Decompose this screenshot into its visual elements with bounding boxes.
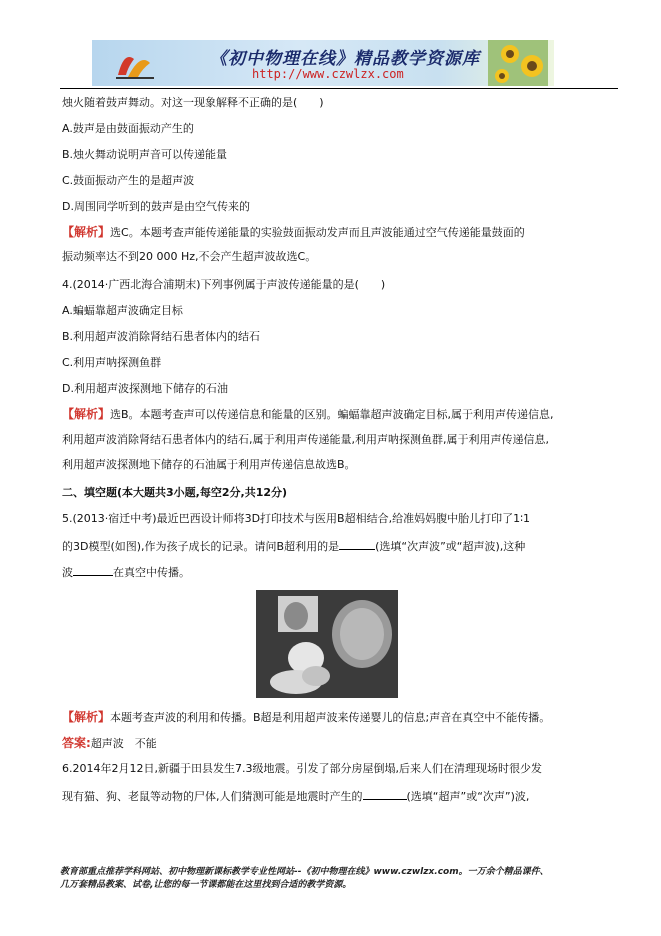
q3-option-c: C.鼓面振动产生的是超声波 <box>62 174 195 187</box>
q3-option-b: B.烛火舞动说明声音可以传递能量 <box>62 148 228 161</box>
q6-line2-b: (选填“超声”或“次声”)波, <box>406 790 530 803</box>
q3-stem: 烛火随着鼓声舞动。对这一现象解释不正确的是( ) <box>62 96 324 109</box>
analysis-label: 【解析】 <box>62 407 111 421</box>
sunflower-icon <box>488 40 548 86</box>
q6-line1: 6.2014年2月12日,新疆于田县发生7.3级地震。引发了部分房屋倒塌,后来人们在清理现场时很少发 <box>62 762 542 775</box>
banner-url: http://www.czwlzx.com <box>252 67 404 81</box>
q4-analysis-line2: 利用超声波消除肾结石患者体内的结石,属于利用声传递能量,利用声呐探测鱼群,属于利用声传递信息, <box>62 433 549 446</box>
q5-blank-2 <box>73 564 113 576</box>
q5-line3 <box>62 564 190 580</box>
q5-line3-a: 波 <box>62 566 73 579</box>
q4-analysis-line3: 利用超声波探测地下储存的石油属于利用声传递信息故选B。 <box>62 458 356 471</box>
answer-label: 答案: <box>62 736 91 750</box>
q5-blank-1 <box>339 538 375 550</box>
q4-option-b: B.利用超声波消除肾结石患者体内的结石 <box>62 330 261 343</box>
page-footer <box>60 866 620 892</box>
q4-option-c: C.利用声呐探测鱼群 <box>62 356 162 369</box>
q4-option-a: A.蝙蝠靠超声波确定目标 <box>62 304 183 317</box>
footer-line2: 几万套精品教案、试卷,让您的每一节课都能在这里找到合适的教学资源。 <box>60 880 352 890</box>
q6-line2-a: 现有猫、狗、老鼠等动物的尸体,人们猜测可能是地震时产生的 <box>62 790 363 803</box>
q3-analysis-line1: 选C。本题考查声能传递能量的实验鼓面振动发声而且声波能通过空气传递能量鼓面的 <box>110 226 525 239</box>
site-logo-icon <box>114 45 156 81</box>
section-heading: 二、填空题(本大题共3小题,每空2分,共12分) <box>62 486 288 499</box>
header-banner <box>92 40 554 86</box>
fetus-3d-model-image <box>256 590 398 698</box>
q4-analysis-line1: 选B。本题考查声可以传递信息和能量的区别。蝙蝠靠超声波确定目标,属于利用声传递信息, <box>110 408 554 421</box>
q3-option-a: A.鼓声是由鼓面振动产生的 <box>62 122 194 135</box>
q5-line2-b: (选填“次声波”或“超声波),这种 <box>375 540 526 553</box>
q3-option-d: D.周围同学听到的鼓声是由空气传来的 <box>62 200 250 213</box>
footer-line1: 教育部重点推荐学科网站、初中物理新课标教学专业性网站--《初中物理在线》www.czwlzx.com。一万余个精品课件、 <box>60 867 549 877</box>
analysis-label: 【解析】 <box>62 710 111 724</box>
q5-line1: 5.(2013·宿迁中考)最近巴西设计师将3D打印技术与医用B超相结合,给准妈妈腹中胎儿打印了1∶1 <box>62 512 530 525</box>
q5-analysis <box>62 710 550 725</box>
q6-blank-1 <box>363 788 407 800</box>
q5-line3-b: 在真空中传播。 <box>113 566 190 579</box>
q5-line2 <box>62 538 525 554</box>
q6-line2 <box>62 788 529 804</box>
header-rule <box>60 88 618 89</box>
q4-option-d: D.利用超声波探测地下储存的石油 <box>62 382 228 395</box>
q5-answer-text: 超声波 不能 <box>90 737 157 750</box>
q4-analysis <box>62 407 554 422</box>
q4-stem: 4.(2014·广西北海合浦期末)下列事例属于声波传递能量的是( ) <box>62 278 386 291</box>
q5-answer <box>62 736 157 751</box>
q3-analysis-line2: 振动频率达不到20 000 Hz,不会产生超声波故选C。 <box>62 250 317 263</box>
banner-title: 《初中物理在线》精品教学资源库 <box>210 49 480 69</box>
q5-line2-a: 的3D模型(如图),作为孩子成长的记录。请问B超利用的是 <box>62 540 340 553</box>
q5-analysis-text: 本题考查声波的利用和传播。B超是利用超声波来传递婴儿的信息;声音在真空中不能传播。 <box>110 711 551 724</box>
q3-analysis <box>62 225 525 240</box>
analysis-label: 【解析】 <box>62 225 111 239</box>
